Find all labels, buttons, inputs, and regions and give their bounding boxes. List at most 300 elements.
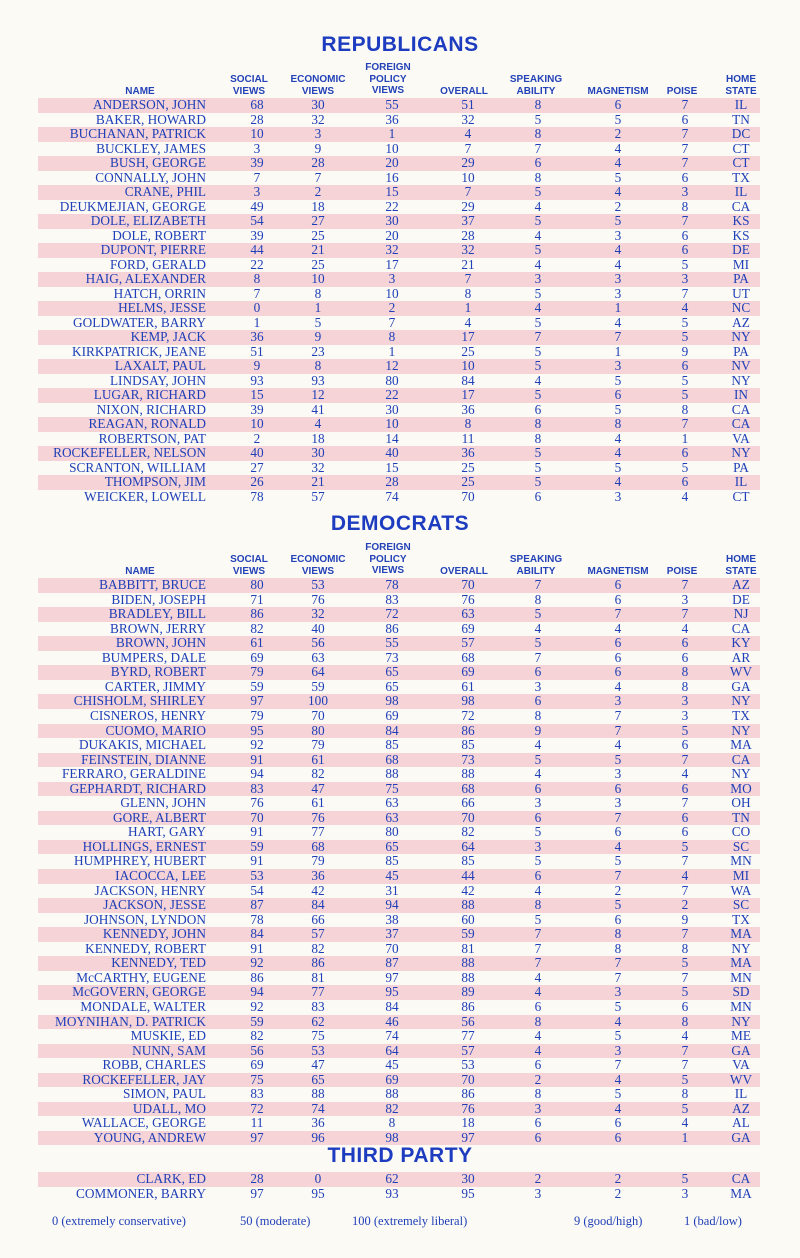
candidate-name: MONDALE, WALTER xyxy=(80,998,206,1014)
foreign-policy-views: 98 xyxy=(385,693,399,709)
speaking-ability: 5 xyxy=(534,635,542,651)
candidate-name: ROBERTSON, PAT xyxy=(98,430,206,446)
magnetism: 4 xyxy=(614,140,622,156)
foreign-policy-views: 94 xyxy=(385,897,399,913)
social-views: 86 xyxy=(250,606,264,622)
candidate-name: FEINSTEIN, DIANNE xyxy=(81,751,206,767)
foreign-policy-views: 45 xyxy=(385,1057,399,1073)
overall: 98 xyxy=(461,693,475,709)
speaking-ability: 3 xyxy=(534,1185,542,1201)
candidate-name: DEUKMEJIAN, GEORGE xyxy=(59,198,206,214)
speaking-ability: 8 xyxy=(534,97,542,112)
candidate-name: KIRKPATRICK, JEANE xyxy=(72,343,206,359)
economic-views: 77 xyxy=(311,984,325,1000)
overall: 84 xyxy=(461,372,475,388)
table-row xyxy=(38,316,760,331)
home-state: GA xyxy=(731,678,751,694)
table-row xyxy=(38,1116,760,1131)
foreign-policy-views: 82 xyxy=(385,1100,399,1116)
foreign-policy-views: 85 xyxy=(385,853,399,869)
social-views: 1 xyxy=(253,314,261,330)
table-row xyxy=(38,665,760,680)
home-state: CA xyxy=(731,416,751,431)
foreign-policy-views: 1 xyxy=(388,126,396,141)
table-row xyxy=(38,840,760,855)
table-row xyxy=(38,417,760,432)
table-row xyxy=(38,388,760,403)
magnetism: 4 xyxy=(614,430,622,446)
candidate-name: WALLACE, GEORGE xyxy=(81,1115,206,1131)
home-state: AZ xyxy=(732,577,750,592)
candidate-name: BUCKLEY, JAMES xyxy=(96,140,206,156)
overall: 70 xyxy=(461,577,475,592)
table-row xyxy=(38,113,760,128)
foreign-policy-views: 15 xyxy=(385,459,399,475)
magnetism: 4 xyxy=(614,678,622,694)
social-views: 78 xyxy=(250,488,264,504)
foreign-policy-views: 22 xyxy=(385,198,399,214)
table-row xyxy=(38,98,760,113)
legend-bad: 1 (bad/low) xyxy=(684,1214,742,1228)
foreign-policy-views: 65 xyxy=(385,678,399,694)
overall: 77 xyxy=(461,1028,475,1044)
header-poise: POISE xyxy=(666,86,698,97)
economic-views: 63 xyxy=(311,649,325,665)
candidate-name: HOLLINGS, ERNEST xyxy=(82,838,206,854)
table-row xyxy=(38,1087,760,1102)
table-row xyxy=(38,229,760,244)
economic-views: 3 xyxy=(314,126,322,141)
home-state: VA xyxy=(732,430,750,446)
foreign-policy-views: 12 xyxy=(385,358,399,373)
table-row xyxy=(38,1015,760,1030)
poise: 6 xyxy=(681,169,689,185)
foreign-policy-views: 88 xyxy=(385,1086,399,1102)
social-views: 87 xyxy=(250,897,264,913)
home-state: NY xyxy=(731,722,751,738)
overall: 25 xyxy=(461,343,475,359)
magnetism: 7 xyxy=(614,955,622,971)
candidate-name: GORE, ALBERT xyxy=(112,809,206,825)
social-views: 39 xyxy=(250,227,264,243)
home-state: CT xyxy=(732,488,750,504)
economic-views: 1 xyxy=(314,300,322,315)
poise: 5 xyxy=(681,1100,689,1116)
home-state: IL xyxy=(734,1086,748,1102)
home-state: MI xyxy=(732,868,750,883)
home-state: NY xyxy=(731,940,751,956)
speaking-ability: 2 xyxy=(534,1071,542,1087)
candidate-name: CISNEROS, HENRY xyxy=(90,707,206,723)
social-views: 97 xyxy=(250,1185,264,1201)
table-row xyxy=(38,243,760,258)
poise: 6 xyxy=(681,474,689,489)
table-row xyxy=(38,593,760,608)
home-state: NV xyxy=(731,358,751,373)
foreign-policy-views: 88 xyxy=(385,766,399,782)
magnetism: 2 xyxy=(614,1171,622,1186)
home-state: OH xyxy=(731,795,751,811)
candidate-name: LAXALT, PAUL xyxy=(114,358,206,373)
speaking-ability: 6 xyxy=(534,693,542,709)
speaking-ability: 7 xyxy=(534,140,542,156)
overall: 8 xyxy=(464,285,472,301)
poise: 7 xyxy=(681,577,689,592)
economic-views: 47 xyxy=(311,1057,325,1073)
magnetism: 1 xyxy=(614,343,622,359)
table-row xyxy=(38,942,760,957)
overall: 10 xyxy=(461,358,475,373)
overall: 17 xyxy=(461,329,475,344)
foreign-policy-views: 7 xyxy=(388,314,396,330)
overall: 69 xyxy=(461,664,475,680)
social-views: 91 xyxy=(250,853,264,869)
economic-views: 76 xyxy=(311,591,325,607)
poise: 6 xyxy=(681,635,689,651)
speaking-ability: 5 xyxy=(534,606,542,622)
speaking-ability: 8 xyxy=(534,416,542,431)
overall: 82 xyxy=(461,824,475,840)
foreign-policy-views: 93 xyxy=(385,1185,399,1201)
magnetism: 6 xyxy=(614,97,622,112)
magnetism: 2 xyxy=(614,126,622,141)
magnetism: 6 xyxy=(614,635,622,651)
magnetism: 4 xyxy=(614,242,622,257)
candidate-name: MOYNIHAN, D. PATRICK xyxy=(55,1013,206,1029)
poise: 7 xyxy=(681,795,689,811)
overall: 68 xyxy=(461,780,475,796)
candidate-name: MUSKIE, ED xyxy=(130,1028,206,1044)
candidate-name: BROWN, JERRY xyxy=(109,620,206,636)
economic-views: 53 xyxy=(311,577,325,592)
magnetism: 5 xyxy=(614,998,622,1014)
poise: 8 xyxy=(681,678,689,694)
speaking-ability: 3 xyxy=(534,795,542,811)
table-row xyxy=(38,709,760,724)
poise: 4 xyxy=(681,488,689,504)
poise: 3 xyxy=(681,693,689,709)
candidate-name: SIMON, PAUL xyxy=(122,1086,206,1102)
social-views: 59 xyxy=(250,838,264,854)
home-state: CT xyxy=(732,155,750,170)
poise: 6 xyxy=(681,649,689,665)
poise: 8 xyxy=(681,198,689,214)
magnetism: 4 xyxy=(614,1071,622,1087)
foreign-policy-views: 65 xyxy=(385,664,399,680)
economic-views: 30 xyxy=(311,97,325,112)
candidate-name: HATCH, ORRIN xyxy=(113,285,206,301)
foreign-policy-views: 72 xyxy=(385,606,399,622)
speaking-ability: 5 xyxy=(534,314,542,330)
magnetism: 8 xyxy=(614,926,622,942)
social-views: 8 xyxy=(253,271,261,286)
table-row xyxy=(38,127,760,142)
magnetism: 8 xyxy=(614,940,622,956)
speaking-ability: 5 xyxy=(534,285,542,301)
economic-views: 81 xyxy=(311,969,325,985)
magnetism: 6 xyxy=(614,911,622,927)
home-state: AR xyxy=(731,649,751,665)
speaking-ability: 5 xyxy=(534,111,542,127)
candidate-name: KENNEDY, ROBERT xyxy=(85,940,206,956)
magnetism: 5 xyxy=(614,213,622,228)
economic-views: 57 xyxy=(311,926,325,942)
speaking-ability: 3 xyxy=(534,838,542,854)
overall: 29 xyxy=(461,155,475,170)
overall: 7 xyxy=(464,184,472,199)
speaking-ability: 6 xyxy=(534,401,542,417)
speaking-ability: 7 xyxy=(534,926,542,942)
candidate-name: KENNEDY, JOHN xyxy=(102,926,206,942)
foreign-policy-views: 14 xyxy=(385,430,399,446)
poise: 6 xyxy=(681,111,689,127)
header-overall: OVERALL xyxy=(440,566,488,577)
poise: 7 xyxy=(681,1042,689,1058)
section-title-third-party: THIRD PARTY xyxy=(327,1144,473,1167)
home-state: NY xyxy=(731,329,751,344)
candidate-name: CRANE, PHIL xyxy=(124,184,206,199)
header-speaking: SPEAKING ABILITY xyxy=(509,554,563,577)
economic-views: 32 xyxy=(311,459,325,475)
poise: 3 xyxy=(681,184,689,199)
poise: 6 xyxy=(681,445,689,460)
social-views: 93 xyxy=(250,372,264,388)
economic-views: 25 xyxy=(311,256,325,272)
magnetism: 7 xyxy=(614,1057,622,1073)
home-state: CT xyxy=(732,140,750,156)
foreign-policy-views: 63 xyxy=(385,795,399,811)
social-views: 94 xyxy=(250,984,264,1000)
foreign-policy-views: 84 xyxy=(385,722,399,738)
table-row xyxy=(38,680,760,695)
foreign-policy-views: 97 xyxy=(385,969,399,985)
table-row xyxy=(38,651,760,666)
foreign-policy-views: 28 xyxy=(385,474,399,489)
home-state: MN xyxy=(730,998,752,1014)
magnetism: 5 xyxy=(614,897,622,913)
overall: 36 xyxy=(461,401,475,417)
home-state: MI xyxy=(732,256,750,272)
magnetism: 5 xyxy=(614,1028,622,1044)
magnetism: 5 xyxy=(614,751,622,767)
economic-views: 9 xyxy=(314,329,322,344)
home-state: GA xyxy=(731,1042,751,1058)
poise: 8 xyxy=(681,940,689,956)
candidate-name: CUOMO, MARIO xyxy=(105,722,206,738)
economic-views: 79 xyxy=(311,737,325,753)
poise: 7 xyxy=(681,751,689,767)
social-views: 84 xyxy=(250,926,264,942)
foreign-policy-views: 65 xyxy=(385,838,399,854)
overall: 56 xyxy=(461,1013,475,1029)
home-state: MA xyxy=(730,737,752,753)
speaking-ability: 4 xyxy=(534,737,542,753)
table-row xyxy=(38,214,760,229)
social-views: 10 xyxy=(250,416,264,431)
poise: 6 xyxy=(681,780,689,796)
social-views: 95 xyxy=(250,722,264,738)
social-views: 51 xyxy=(250,343,264,359)
poise: 1 xyxy=(681,1129,689,1145)
poise: 7 xyxy=(681,155,689,170)
table-row xyxy=(38,142,760,157)
overall: 69 xyxy=(461,620,475,636)
poise: 7 xyxy=(681,969,689,985)
candidate-name: SCRANTON, WILLIAM xyxy=(69,459,206,475)
home-state: KS xyxy=(732,227,750,243)
social-views: 54 xyxy=(250,882,264,898)
poise: 7 xyxy=(681,213,689,228)
poise: 7 xyxy=(681,926,689,942)
speaking-ability: 4 xyxy=(534,969,542,985)
magnetism: 4 xyxy=(614,1100,622,1116)
overall: 66 xyxy=(461,795,475,811)
overall: 76 xyxy=(461,591,475,607)
overall: 44 xyxy=(461,868,475,883)
economic-views: 66 xyxy=(311,911,325,927)
header-speaking: SPEAKING ABILITY xyxy=(509,74,563,97)
candidate-name: BROWN, JOHN xyxy=(115,635,206,651)
home-state: NJ xyxy=(733,606,749,622)
table-row xyxy=(38,490,760,505)
home-state: DE xyxy=(732,242,750,257)
candidate-name: FORD, GERALD xyxy=(109,256,206,272)
social-views: 79 xyxy=(250,664,264,680)
economic-views: 4 xyxy=(314,416,322,431)
candidate-name: GEPHARDT, RICHARD xyxy=(69,780,206,796)
speaking-ability: 4 xyxy=(534,372,542,388)
foreign-policy-views: 73 xyxy=(385,649,399,665)
economic-views: 86 xyxy=(311,955,325,971)
home-state: KY xyxy=(731,635,751,651)
candidate-name: NIXON, RICHARD xyxy=(96,401,206,417)
magnetism: 1 xyxy=(614,300,622,315)
overall: 4 xyxy=(464,314,472,330)
candidate-name: ANDERSON, JOHN xyxy=(92,97,206,112)
overall: 25 xyxy=(461,459,475,475)
table-row xyxy=(38,171,760,186)
magnetism: 2 xyxy=(614,198,622,214)
home-state: TX xyxy=(732,707,750,723)
candidate-name: CONNALLY, JOHN xyxy=(95,169,206,185)
speaking-ability: 2 xyxy=(534,1171,542,1186)
poise: 6 xyxy=(681,227,689,243)
overall: 60 xyxy=(461,911,475,927)
home-state: SD xyxy=(732,984,750,1000)
table-row xyxy=(38,432,760,447)
home-state: NY xyxy=(731,445,751,460)
economic-views: 61 xyxy=(311,795,325,811)
magnetism: 2 xyxy=(614,882,622,898)
foreign-policy-views: 70 xyxy=(385,940,399,956)
table-row xyxy=(38,913,760,928)
home-state: MO xyxy=(730,780,752,796)
speaking-ability: 5 xyxy=(534,474,542,489)
speaking-ability: 7 xyxy=(534,940,542,956)
legend-conservative: 0 (extremely conservative) xyxy=(52,1214,186,1228)
speaking-ability: 6 xyxy=(534,809,542,825)
poise: 7 xyxy=(681,97,689,112)
overall: 68 xyxy=(461,649,475,665)
speaking-ability: 8 xyxy=(534,1086,542,1102)
foreign-policy-views: 78 xyxy=(385,577,399,592)
home-state: CA xyxy=(731,401,751,417)
foreign-policy-views: 37 xyxy=(385,926,399,942)
social-views: 56 xyxy=(250,1042,264,1058)
poise: 8 xyxy=(681,1013,689,1029)
economic-views: 28 xyxy=(311,155,325,170)
economic-views: 18 xyxy=(311,430,325,446)
speaking-ability: 4 xyxy=(534,1042,542,1058)
economic-views: 5 xyxy=(314,314,322,330)
overall: 1 xyxy=(464,300,472,315)
home-state: UT xyxy=(732,285,750,301)
foreign-policy-views: 17 xyxy=(385,256,399,272)
speaking-ability: 5 xyxy=(534,358,542,373)
poise: 6 xyxy=(681,242,689,257)
table-row xyxy=(38,985,760,1000)
foreign-policy-views: 55 xyxy=(385,97,399,112)
social-views: 15 xyxy=(250,387,264,402)
foreign-policy-views: 63 xyxy=(385,809,399,825)
overall: 8 xyxy=(464,416,472,431)
speaking-ability: 5 xyxy=(534,445,542,460)
header-foreign-policy: FOREIGN POLICY VIEWS xyxy=(365,542,411,576)
magnetism: 3 xyxy=(614,285,622,301)
speaking-ability: 5 xyxy=(534,911,542,927)
social-views: 53 xyxy=(250,868,264,883)
social-views: 2 xyxy=(253,430,261,446)
social-views: 10 xyxy=(250,126,264,141)
social-views: 97 xyxy=(250,693,264,709)
header-magnetism: MAGNETISM xyxy=(587,86,649,97)
table-row xyxy=(38,869,760,884)
home-state: IL xyxy=(734,97,748,112)
home-state: GA xyxy=(731,1129,751,1145)
candidate-name: BAKER, HOWARD xyxy=(95,111,206,127)
magnetism: 5 xyxy=(614,1086,622,1102)
candidate-name: McGOVERN, GEORGE xyxy=(72,984,206,1000)
magnetism: 4 xyxy=(614,737,622,753)
header-home-state: HOME STATE xyxy=(725,554,757,577)
table-row xyxy=(38,359,760,374)
speaking-ability: 7 xyxy=(534,955,542,971)
foreign-policy-views: 95 xyxy=(385,984,399,1000)
overall: 73 xyxy=(461,751,475,767)
foreign-policy-views: 10 xyxy=(385,285,399,301)
home-state: MN xyxy=(730,853,752,869)
magnetism: 6 xyxy=(614,387,622,402)
magnetism: 3 xyxy=(614,984,622,1000)
social-views: 9 xyxy=(253,358,261,373)
foreign-policy-views: 69 xyxy=(385,707,399,723)
candidate-name: BUMPERS, DALE xyxy=(101,649,206,665)
table-row xyxy=(38,578,760,593)
home-state: CA xyxy=(731,198,751,214)
social-views: 78 xyxy=(250,911,264,927)
overall: 32 xyxy=(461,242,475,257)
economic-views: 40 xyxy=(311,620,325,636)
economic-views: 75 xyxy=(311,1028,325,1044)
economic-views: 56 xyxy=(311,635,325,651)
speaking-ability: 6 xyxy=(534,1057,542,1073)
home-state: TX xyxy=(732,169,750,185)
foreign-policy-views: 75 xyxy=(385,780,399,796)
economic-views: 70 xyxy=(311,707,325,723)
foreign-policy-views: 30 xyxy=(385,401,399,417)
social-views: 44 xyxy=(250,242,264,257)
speaking-ability: 4 xyxy=(534,256,542,272)
